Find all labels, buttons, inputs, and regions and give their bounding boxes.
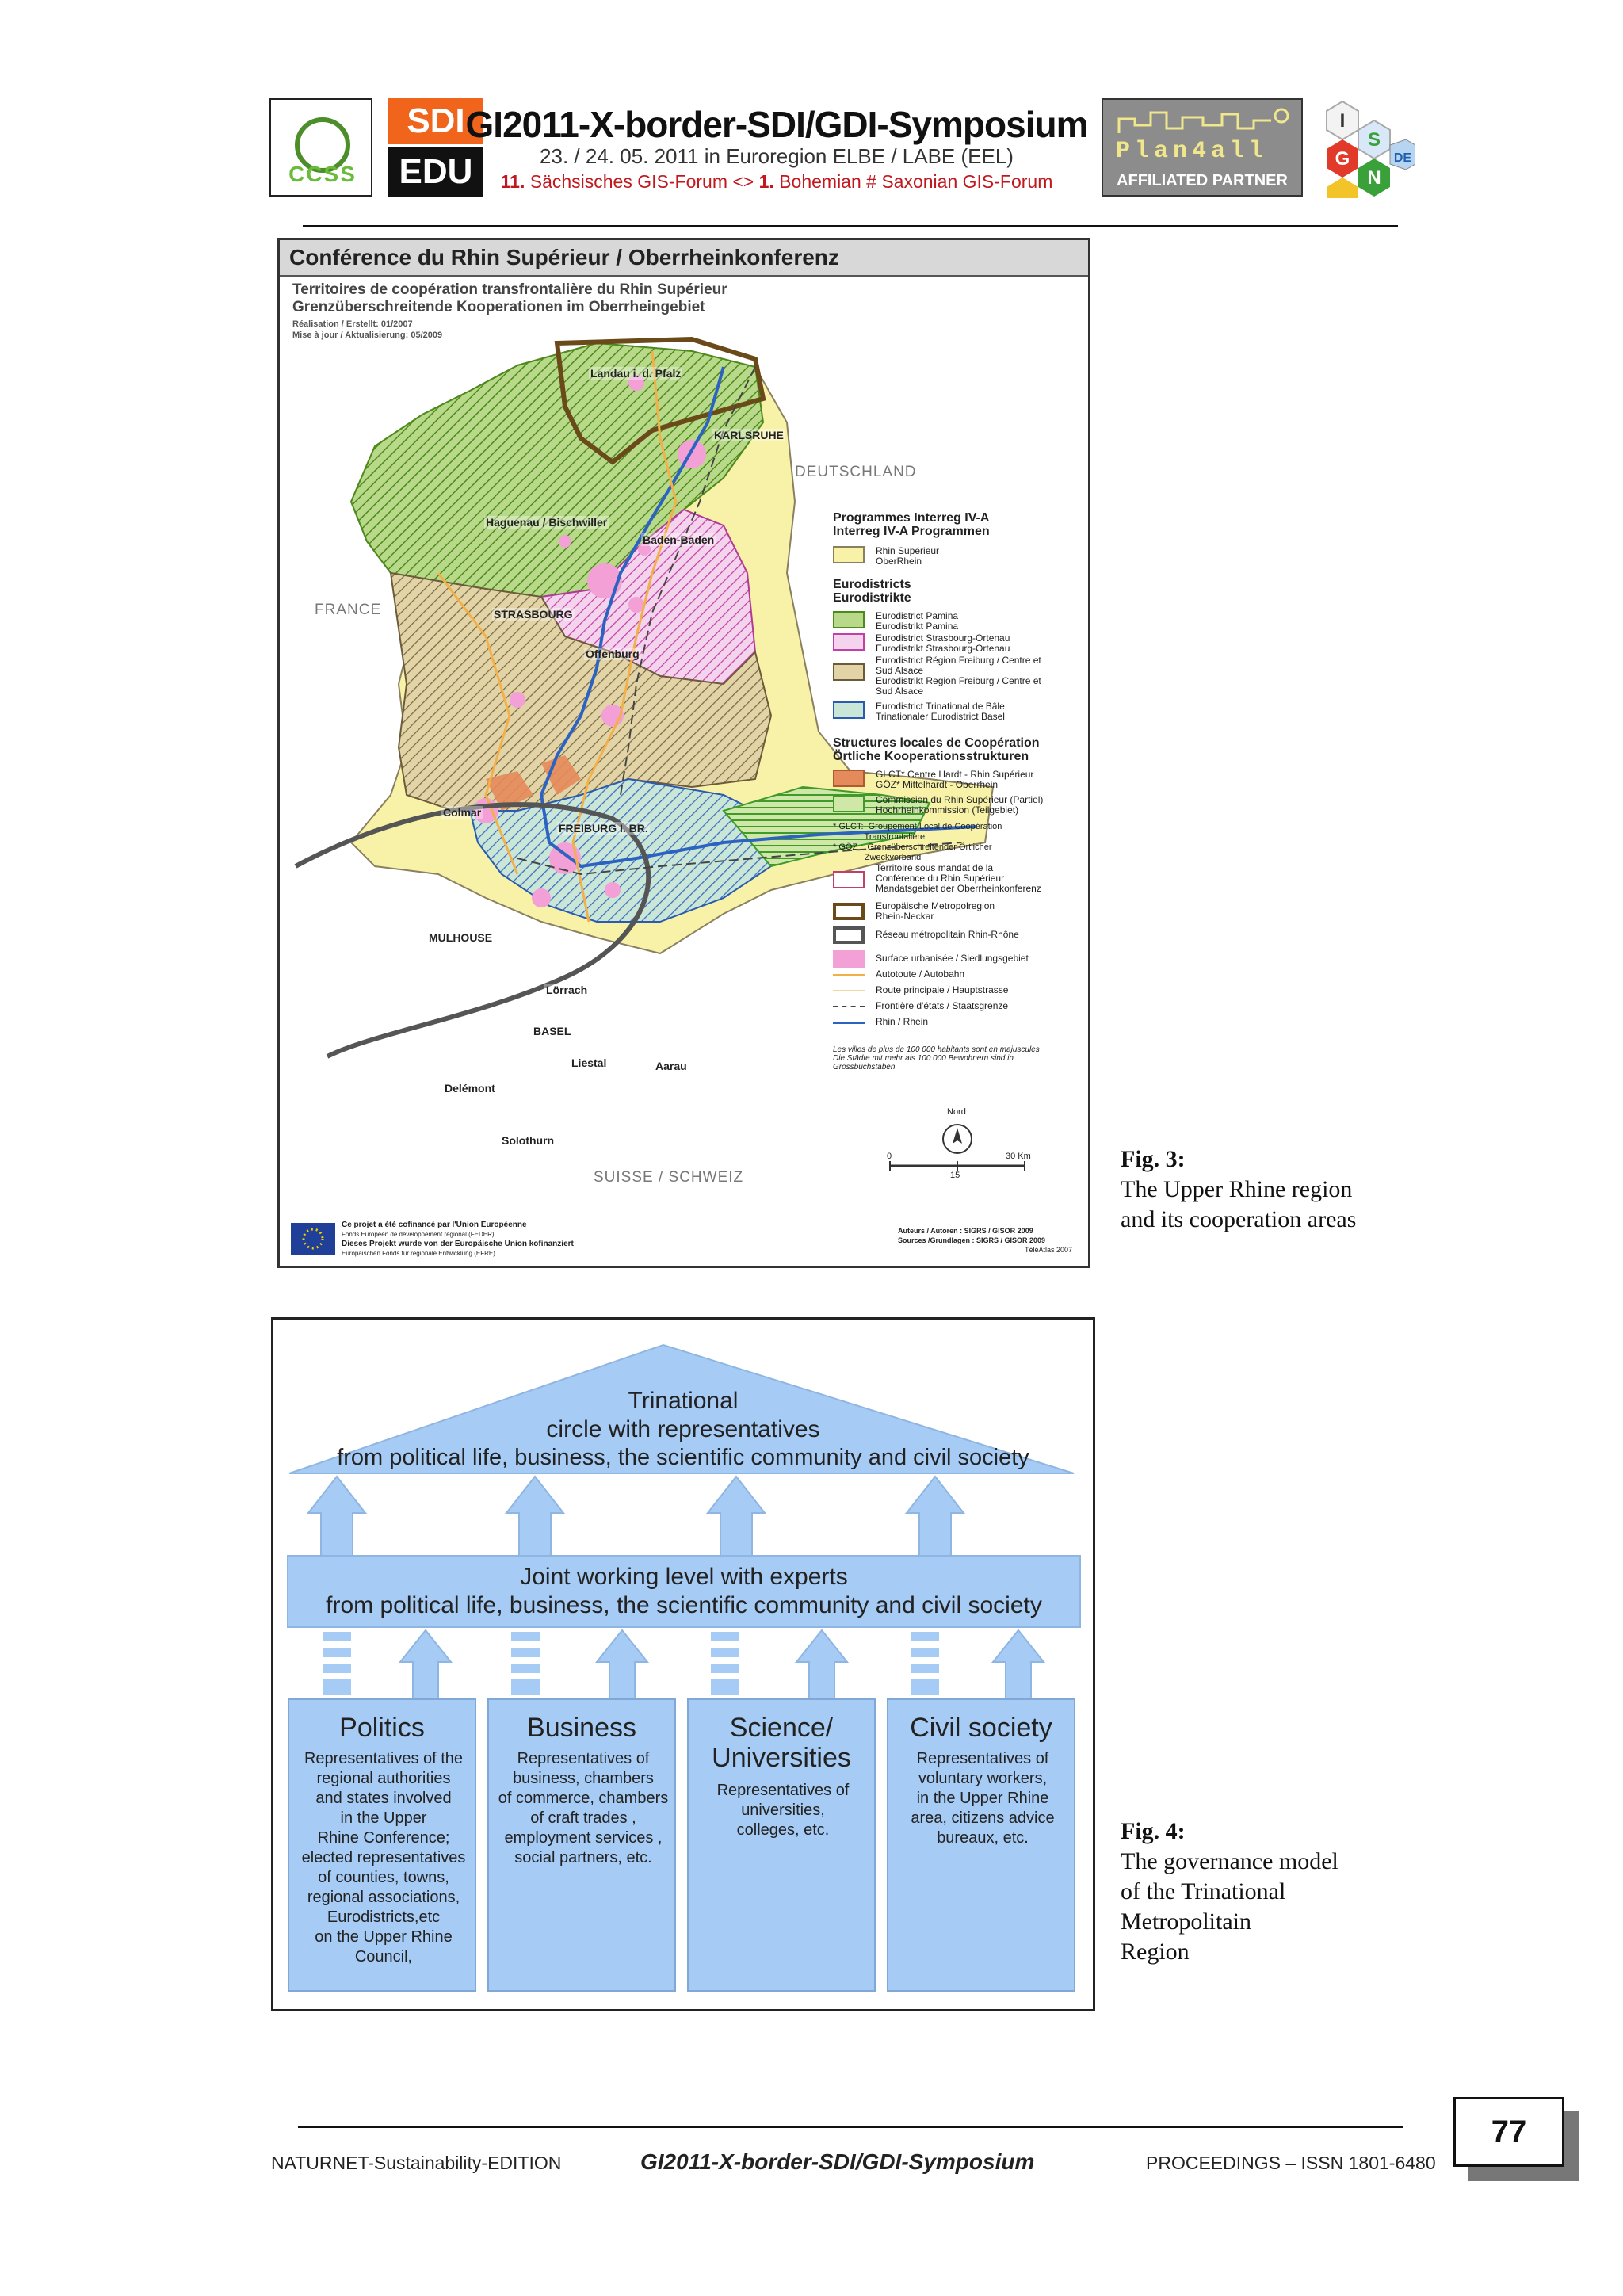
- column-civil-society: Civil society Representatives of voluntary workers, in the Upper Rhine area, citizens advice bureaux, etc.: [887, 1698, 1075, 1992]
- city-label: KARLSRUHE: [714, 429, 784, 441]
- city-label: Solothurn: [502, 1134, 555, 1147]
- column-desc: Representatives of universities, colleges, etc.: [716, 1782, 850, 1839]
- label-germany: DEUTSCHLAND: [795, 464, 917, 480]
- city-label: STRASBOURG: [494, 608, 573, 621]
- governance-diagram: [271, 1317, 1095, 2011]
- fig4-label: Fig. 4:: [1121, 1818, 1186, 1844]
- symposium-subtitle: 23. / 24. 05. 2011 in Euroregion ELBE / LABE (EEL): [540, 144, 1014, 168]
- igns-logo: [1312, 98, 1415, 198]
- igns-letter: I: [1339, 110, 1346, 132]
- roof-line: Trinational: [628, 1388, 739, 1414]
- city-label: Offenburg: [586, 648, 640, 660]
- sdi-edu-logo: SDI EDU: [388, 98, 483, 197]
- igns-letter: G: [1335, 148, 1350, 170]
- city-label: Liestal: [571, 1056, 607, 1069]
- skyline-icon: [1103, 101, 1301, 138]
- ccss-logo: CCSS: [269, 98, 372, 197]
- igns-letter: S: [1367, 129, 1381, 151]
- column-desc: Representatives of voluntary workers, in the Upper Rhine area, citizens advice bureaux, etc.: [911, 1750, 1055, 1847]
- city-label: Landau i. d. Pfalz: [590, 367, 682, 380]
- joint-level-line: from political life, business, the scientific community and civil society: [326, 1592, 1042, 1618]
- fig4-caption-line: Metropolitain: [1121, 1908, 1251, 1935]
- column-desc: Representatives of business, chambers of commerce, chambers of craft trades , employment services , social partners, etc.: [498, 1750, 669, 1866]
- fig3-caption-line: and its cooperation areas: [1121, 1206, 1357, 1232]
- symposium-title: GI2011-X-border-SDI/GDI-Symposium: [465, 104, 1088, 145]
- igns-letter: N: [1367, 167, 1381, 189]
- column-desc: Representatives of the regional authorities and states involved in the Upper Rhine Conference; elected representatives of counties, towns, regional associations, Eurodistricts,etc on the Upper Rhine Council,: [301, 1750, 466, 1966]
- column-science-universities: Science/ Universities Representatives of universities, colleges, etc.: [687, 1698, 876, 1992]
- footer-center: GI2011-X-border-SDI/GDI-Symposium: [640, 2149, 1035, 2174]
- footer-rule: [298, 2126, 1403, 2128]
- page-number: 77: [1453, 2097, 1564, 2167]
- map-title-bar: Conférence du Rhin Supérieur / Oberrheinkonferenz: [280, 240, 1088, 277]
- upper-rhine-map: Conférence du Rhin Supérieur / Oberrheinkonferenz Territoires de coopération transfrontalière du Rhin Supérieur Grenzüberschreitende Kooperationen im Oberrheingebiet Réalisation / Erstellt: 01/2007 Mise à jour / Aktualisierung: 05/2009 DEUTSCHLAND FRANCE SUISSE / SCHWEIZ Landau i. d. Pfalz KARLSRUHE Haguenau / Bischwiller Baden-Baden STRASBOURG Offenburg Colmar FREIBURG I. BR. MULHOUSE Lörrach BASEL Liestal Aarau Delémont Solothurn Programmes Interreg IV-A Interreg IV-A Programmen Rhin Supérieur OberRhein Eurodistricts Eurodistrikte Eurodistrict Pamina Eurodistrikt Pamina Eurodistrict Strasbourg-Ortenau Eurodistrikt Strasbourg-Ortenau Eurodistrict Région Freiburg / Centre et Sud Alsace Eurodistrikt Region Freiburg / Centre et Sud Alsace Eurodistrict Trinational de Bâle Trinationaler Eurodistrict Basel Structures locales de Coopération Örtliche Kooperationsstrukturen GLCT* Centre Hardt - Rhin Supérieur GÖZ* Mittelhardt - Oberrhein Commission du Rhin Supérieur (Partiel) Hochrheinkommission (Teilgebiet) * GLCT: Groupement Local de Coopération Transfrontalière * GÖZ : Grenzüberschreitender Örtlicher Zweckverband Territoire sous mandat de la Conférence du Rhin Supérieur Mandatsgebiet der Oberrheinkonferenz Europäische Metropolregion Rhein-Neckar Réseau métropolitain Rhin-Rhône Surface urbanisée / Siedlungsgebiet Autotoute / Autobahn Route principale / Hauptstrasse Frontière d'états / Staatsgrenze Rhin / Rhein Les villes de plus de 100 000 habitants sont en majuscules Die Städte mit mehr als 100 000 Bewohnern sind in Grossbuchstaben Nord 0 15 30 Km Ce projet a été cofinancé par l'Union Européenne Fonds Européen de développement régional (FEDER) Dieses Projekt wurde von der Europäische Union kofinanziert Europäischen Fonds für regionale Entwicklung (EFRE) Auteurs / Autoren : SIGRS / GISOR 2009 Sources /Grundlagen : SIGRS / GISOR 2009 TéléAtlas 2007: [277, 238, 1090, 1268]
- city-label: Colmar: [443, 806, 482, 819]
- roof-line: circle with representatives: [546, 1416, 820, 1442]
- city-label: Baden-Baden: [643, 533, 715, 546]
- fig4-caption-line: The governance model: [1121, 1848, 1338, 1874]
- label-switzerland: SUISSE / SCHWEIZ: [594, 1169, 744, 1186]
- city-label: Lörrach: [546, 984, 588, 996]
- city-label: Haguenau / Bischwiller: [486, 516, 608, 529]
- footer-left: NATURNET-Sustainability-EDITION: [271, 2153, 562, 2173]
- city-label: BASEL: [533, 1025, 571, 1037]
- igns-letter: DE: [1393, 151, 1412, 165]
- label-france: FRANCE: [315, 602, 382, 618]
- city-label: Aarau: [655, 1060, 687, 1072]
- city-label: MULHOUSE: [429, 931, 493, 944]
- fig3-label: Fig. 3:: [1121, 1146, 1186, 1172]
- footer-right: PROCEEDINGS – ISSN 1801-6480: [1146, 2153, 1436, 2173]
- joint-level-line: Joint working level with experts: [520, 1564, 848, 1590]
- eu-flag-icon: [291, 1223, 335, 1255]
- roof-line: from political life, business, the scientific community and civil society: [337, 1445, 1029, 1470]
- fig4-caption-line: of the Trinational: [1121, 1878, 1286, 1904]
- fig4-caption-line: Region: [1121, 1939, 1190, 1965]
- plan4all-logo: Plan4all AFFILIATED PARTNER: [1102, 98, 1303, 197]
- column-politics: Politics Representatives of the regional authorities and states involved in the Upper Rhine Conference; elected representatives of counties, towns, regional associations, Eurodistricts,etc on the Upper Rhine Council,: [288, 1698, 476, 1992]
- city-label: Delémont: [445, 1082, 495, 1095]
- arrows-to-roof: [308, 1477, 964, 1556]
- column-business: Business Representatives of business, chambers of commerce, chambers of craft trades , employment services , social partners, etc.: [487, 1698, 676, 1992]
- city-label: FREIBURG I. BR.: [559, 822, 648, 835]
- forum-line: 11. Sächsisches GIS-Forum <> 1. Bohemian # Saxonian GIS-Forum: [500, 171, 1053, 192]
- fig3-caption-line: The Upper Rhine region: [1121, 1176, 1353, 1202]
- header-rule: [303, 225, 1398, 227]
